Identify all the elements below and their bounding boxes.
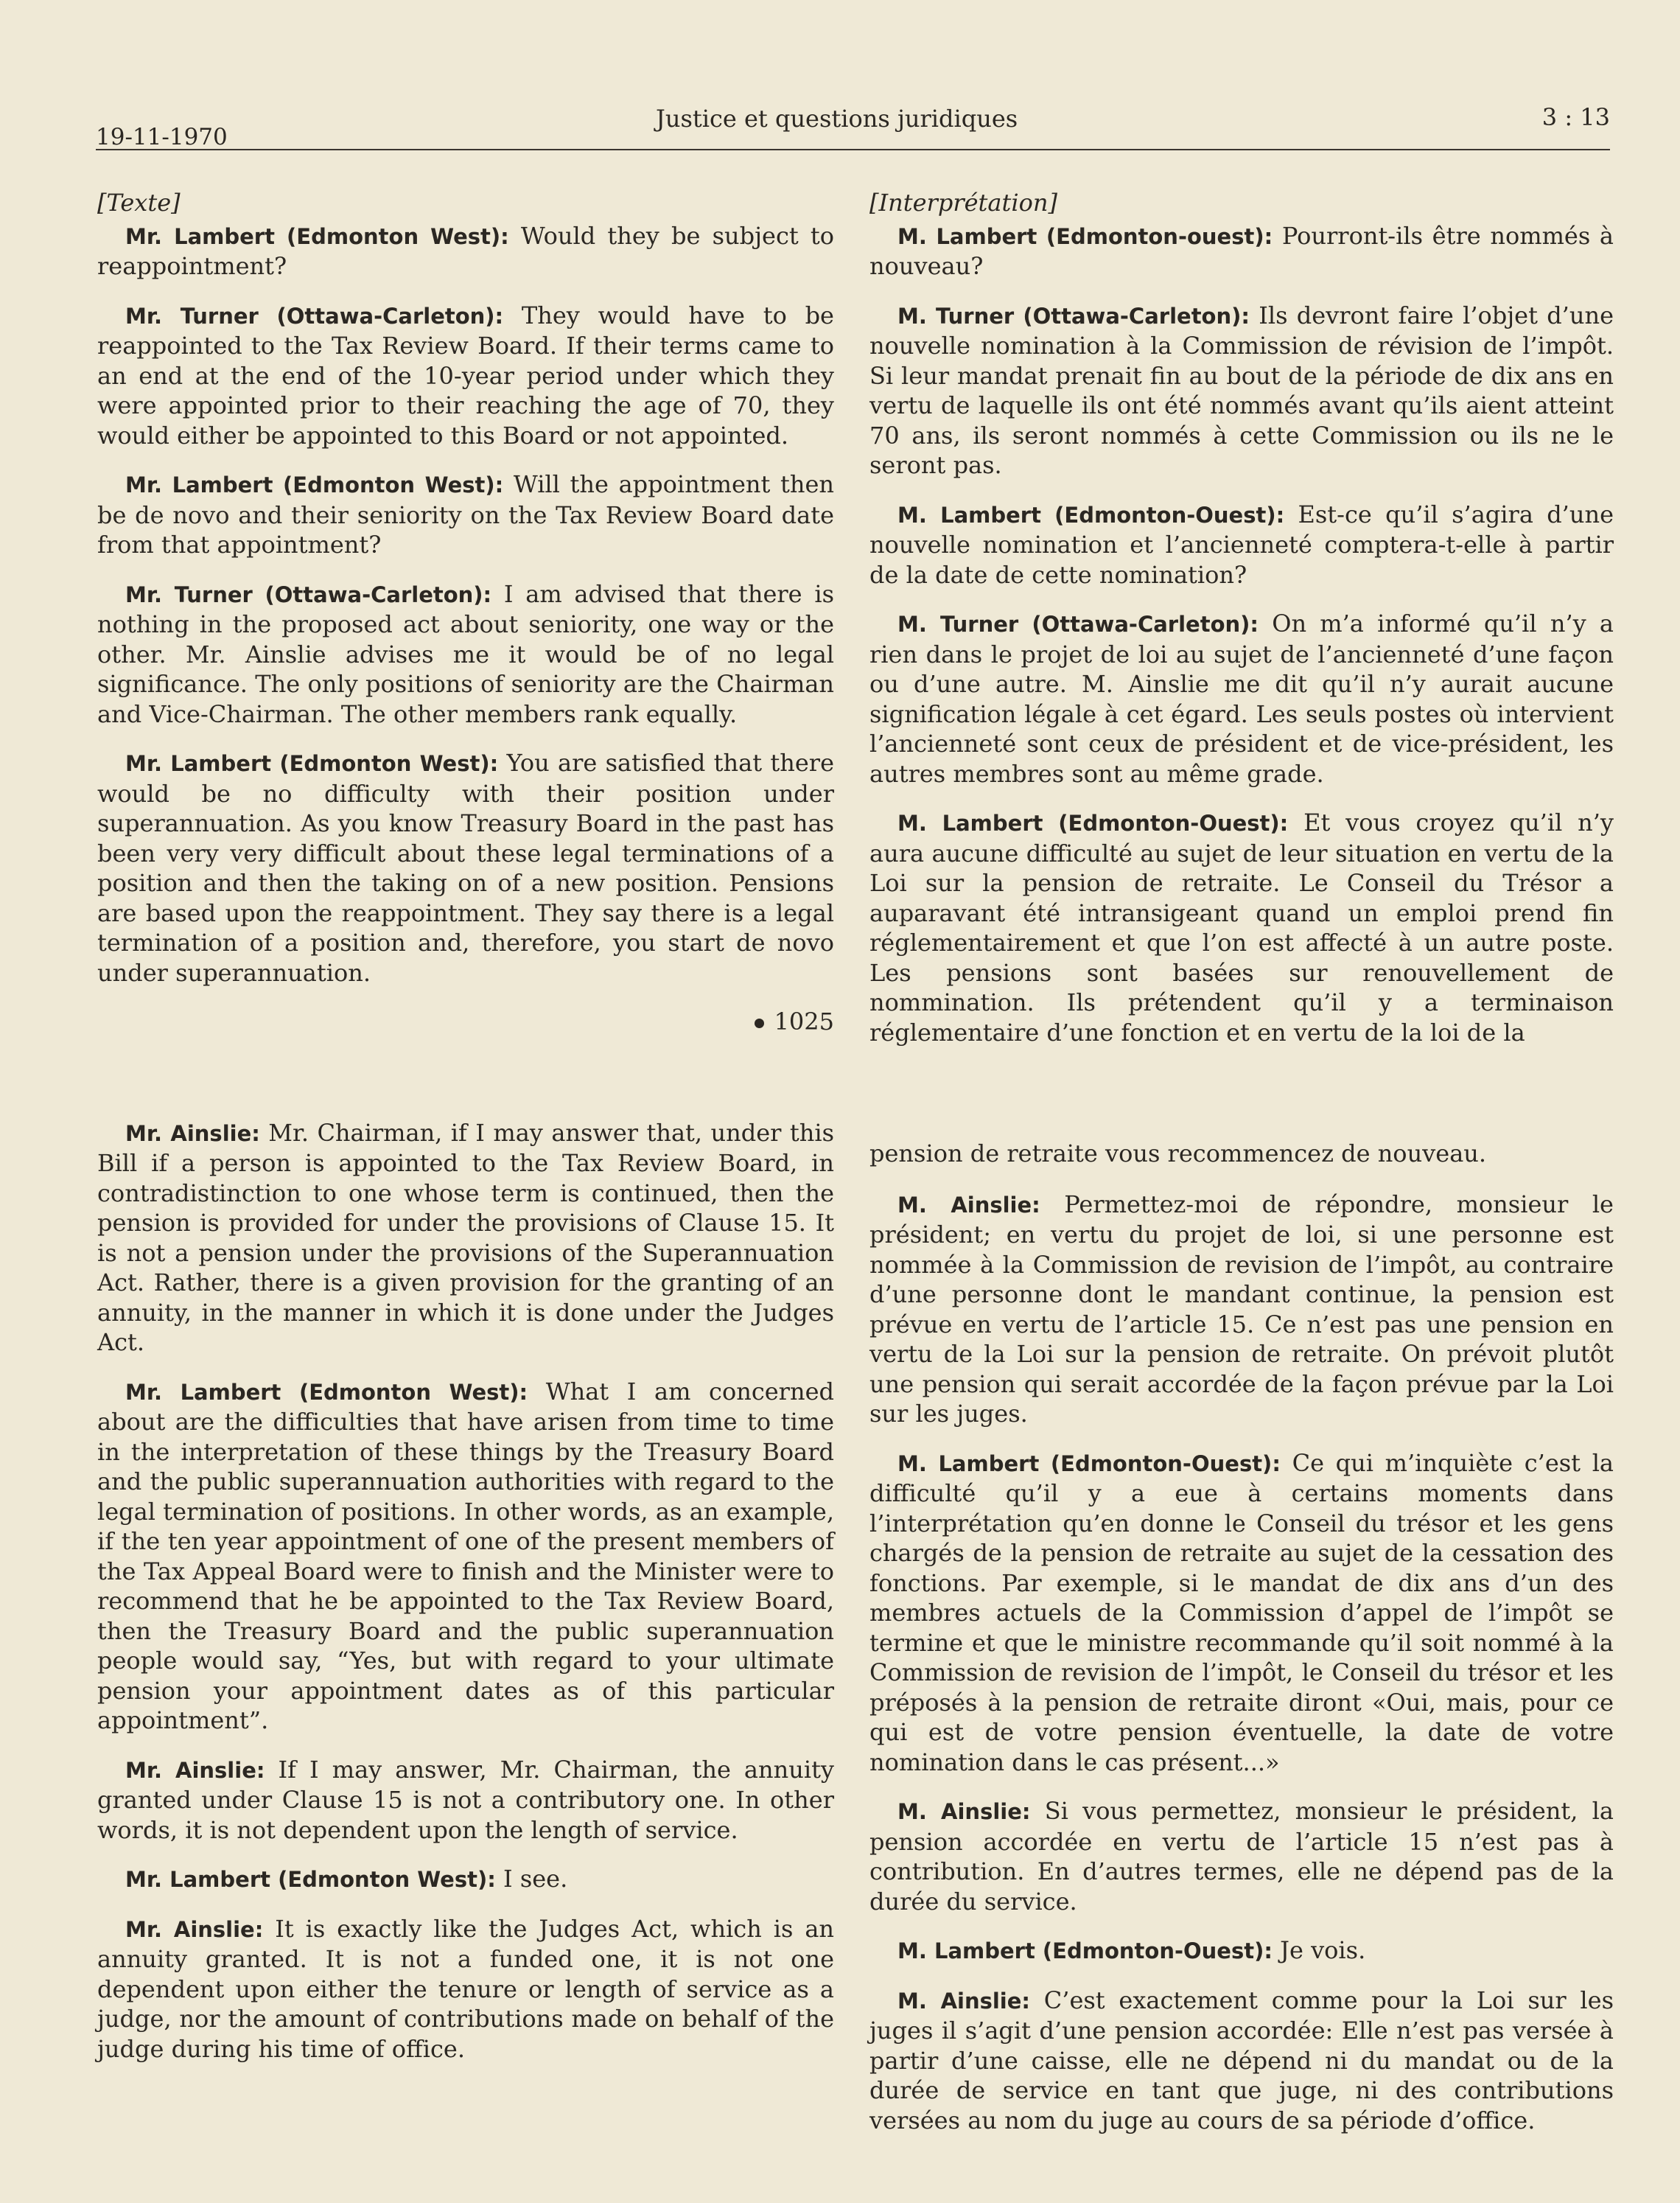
speaker-name: Mr. Lambert (Edmonton West): [125, 472, 504, 497]
speaker-name: Mr. Ainslie: [125, 1757, 265, 1783]
french-block-1 [869, 221, 1614, 1048]
speaker-name: Mr. Lambert (Edmonton West): [125, 751, 499, 776]
speech-paragraph [97, 469, 834, 560]
english-block-2 [97, 1118, 834, 2064]
speech-paragraph [97, 301, 834, 451]
speaker-name: M. Ainslie: [897, 1799, 1031, 1824]
speaker-name: M. Turner (Ottawa-Carleton): [897, 612, 1259, 637]
speech-paragraph [869, 808, 1614, 1047]
speaker-name: Mr. Ainslie: [125, 1120, 260, 1146]
speaker-name: M. Ainslie: [897, 1192, 1040, 1218]
speaker-name: Mr. Lambert (Edmonton West): [125, 1867, 496, 1892]
speech-text: Mr. Chairman, if I may answer that, under this Bill if a person is appointed to the Tax Review Board, in contradistinction to one whose term is continued, then the pension is provided for under the provisions of Clause 15. It is not a pension under the provisions of the Superannuation Act. Rather, there is a given provision for the granting of an annuity, in the manner in which it is done under the Judges Act. [97, 1118, 834, 1356]
speech-text: I see. [495, 1865, 568, 1893]
column-gap [97, 1037, 834, 1118]
page-header [96, 102, 1610, 161]
speaker-name: Mr. Turner (Ottawa-Carleton): [125, 582, 492, 607]
time-marker-value: 1025 [774, 1008, 834, 1036]
english-block-1 [97, 221, 834, 988]
speech-text: It is exactly like the Judges Act, which is an annuity granted. It is not a funded one, it is not one dependent upon either the tenure or length of service as a judge, nor the amount of contributions made on behalf of the judge during his time of office. [97, 1914, 834, 2063]
speech-text: Would they be subject to reappointment? [97, 221, 835, 280]
speaker-name: M. Lambert (Edmonton-Ouest): [897, 1938, 1273, 1963]
speaker-name: Mr. Ainslie: [125, 1916, 264, 1942]
speaker-name: Mr. Lambert (Edmonton West): [125, 223, 509, 249]
speech-text: Pourront-ils être nommés à nouveau? [869, 221, 1614, 280]
french-column [869, 188, 1614, 2154]
time-marker [97, 1007, 834, 1037]
speaker-name: Mr. Turner (Ottawa-Carleton): [125, 303, 504, 329]
english-column [97, 188, 834, 2083]
speech-paragraph [97, 1377, 834, 1736]
speech-paragraph [869, 609, 1614, 789]
speech-text: Est-ce qu’il s’agira d’une nouvelle nomination et l’ancienneté comptera-t-elle à partir de la date de cette nomination? [869, 500, 1614, 589]
speech-paragraph [97, 221, 834, 282]
speech-paragraph [869, 1935, 1614, 1966]
speech-paragraph [869, 1190, 1614, 1429]
speech-paragraph [97, 1755, 834, 1846]
speech-text: Ce qui m’inquiète c’est la difficulté qu’il y a eue à certains moments dans l’interprétation qu’en donne le Conseil du trésor et les gens chargés de la pension de retraite au sujet de la cessation des fonctions. Par exemple, si le mandat de dix ans d’un des membres actuels de la Commission d’appel de l’impôt se termine et que le ministre recommande qu’il soit nommé à la Commission de revision de l’impôt, le Conseil du trésor et les préposés à la pension de retraite diront «Oui, mais, pour ce qui est de votre pension éventuelle, la date de votre nomination dans le cas présent...» [869, 1448, 1614, 1776]
header-title: Justice et questions juridiques [656, 105, 1018, 133]
speech-paragraph [97, 1118, 834, 1358]
speech-paragraph [869, 1448, 1614, 1778]
speech-text: C’est exactement comme pour la Loi sur les juges il s’agit d’une pension accordée: Elle n’est pas versée à partir d’une caisse, elle ne dépend ni du mandat ou de la durée de service en tant que juge, ni des contributions versées au nom du juge au cours de sa période d’office. [869, 1986, 1614, 2134]
speech-paragraph [97, 1864, 834, 1895]
french-block-2 [869, 1190, 1614, 2136]
french-section-tag: [Interprétation] [869, 189, 1057, 217]
speaker-name: Mr. Lambert (Edmonton West): [125, 1379, 528, 1405]
speech-text: Will the appointment then be de novo and their seniority on the Tax Review Board date from that appointment? [97, 470, 835, 559]
speech-text: Ils devront faire l’objet d’une nouvelle nomination à la Commission de révision de l’impôt. Si leur mandat prenait fin au bout de la période de dix ans en vertu de laquelle ils ont été nommés avant qu’ils aient atteint 70 ans, ils seront nommés à cette Commission ou ils ne le seront pas. [869, 301, 1614, 479]
speech-paragraph [869, 1796, 1614, 1916]
french-continuation: pension de retraite vous recommencez de nouveau. [869, 1139, 1487, 1167]
speech-text: If I may answer, Mr. Chairman, the annuity granted under Clause 15 is not a contributory one. In other words, it is not dependent upon the length of service. [97, 1755, 835, 1844]
speech-text: You are satisfied that there would be no difficulty with their position under superannuation. As you know Treasury Board in the past has been very very difficult about these legal terminations of a position and then the taking on of a new position. Pensions are based upon the reappointment. They say there is a legal termination of a position and, therefore, you start de novo under superannuation. [97, 749, 835, 987]
speech-paragraph [869, 500, 1614, 590]
speech-paragraph [97, 579, 834, 730]
speaker-name: M. Lambert (Edmonton-Ouest): [897, 1450, 1281, 1476]
speech-paragraph [869, 301, 1614, 481]
speech-text: Permettez-moi de répondre, monsieur le président; en vertu du projet de loi, si une personne est nommée à la Commission de revision de l’impôt, au contraire d’une personne dont le mandant continue, la pension est prévue en vertu de l’article 15. Ce n’est pas une pension en vertu de la Loi sur la pension de retraite. On prévoit plutôt une pension qui serait accordée de la façon prévue par la Loi sur les juges. [869, 1190, 1614, 1428]
speech-text: Je vois. [1272, 1936, 1366, 1964]
speaker-name: M. Lambert (Edmonton-Ouest): [897, 502, 1285, 528]
speaker-name: M. Ainslie: [897, 1988, 1031, 2014]
speech-text: On m’a informé qu’il n’y a rien dans le projet de loi au sujet de l’ancienneté d’une façon ou d’une autre. M. Ainslie me dit qu’il n’y aurait aucune signification légale à cet égard. Les seuls postes où intervient l’ancienneté sont ceux de président et de vice-président, les autres membres sont au même grade. [869, 610, 1614, 788]
speech-paragraph [869, 1986, 1614, 2136]
speaker-name: M. Turner (Ottawa-Carleton): [897, 303, 1250, 329]
english-section-tag: [Texte] [97, 189, 181, 217]
header-rule [96, 149, 1610, 150]
speaker-name: M. Lambert (Edmonton-ouest): [897, 223, 1273, 249]
speech-paragraph [97, 1914, 834, 2064]
speech-paragraph [97, 748, 834, 988]
speech-text: I am advised that there is nothing in the proposed act about seniority, one way or the other. Mr. Ainslie advises me it would be of no legal significance. The only positions of seniority are the Chairman and Vice-Chairman. The other members rank equally. [97, 579, 834, 728]
speech-text: Si vous permettez, monsieur le président, la pension accordée en vertu de l’article 15 n’est pas à contribution. En d’autres termes, elle ne dépend pas de la durée du service. [869, 1797, 1614, 1916]
bullet-icon [755, 1019, 764, 1028]
speech-text: They would have to be reappointed to the Tax Review Board. If their terms came to an end at the end of the 10-year period under which they were appointed prior to their reaching the age of 70, they would either be appointed to this Board or not appointed. [97, 301, 834, 450]
speech-text: Et vous croyez qu’il n’y aura aucune difficulté au sujet de leur situation en vertu de la Loi sur la pension de retraite. Le Conseil du Trésor a auparavant été intransigeant quand un emploi prend fin réglementairement et que l’on est affecté à un autre poste. Les pensions sont basées sur renouvellement de nommination. Ils prétendent qu’il y a terminaison réglementaire d’une fonction et en vertu de la loi de la [869, 809, 1614, 1047]
header-date: 19-11-1970 [96, 124, 228, 150]
speech-paragraph [869, 221, 1614, 282]
speaker-name: M. Lambert (Edmonton-Ouest): [897, 811, 1289, 836]
header-page-number: 3 : 13 [1541, 103, 1610, 131]
column-gap [869, 1066, 1614, 1139]
speech-text: What I am concerned about are the difficulties that have arisen from time to time in the interpretation of these things by the Treasury Board and the public superannuation authorities with regard to the legal termination of positions. In other words, as an example, if the ten year appointment of one of the present members of the Tax Appeal Board were to finish and the Minister were to recommend that he be appointed to the Tax Review Board, then the Treasury Board and the public superannuation people would say, “Yes, but with regard to your ultimate pension your appointment dates as of this particular appointment”. [97, 1377, 835, 1734]
